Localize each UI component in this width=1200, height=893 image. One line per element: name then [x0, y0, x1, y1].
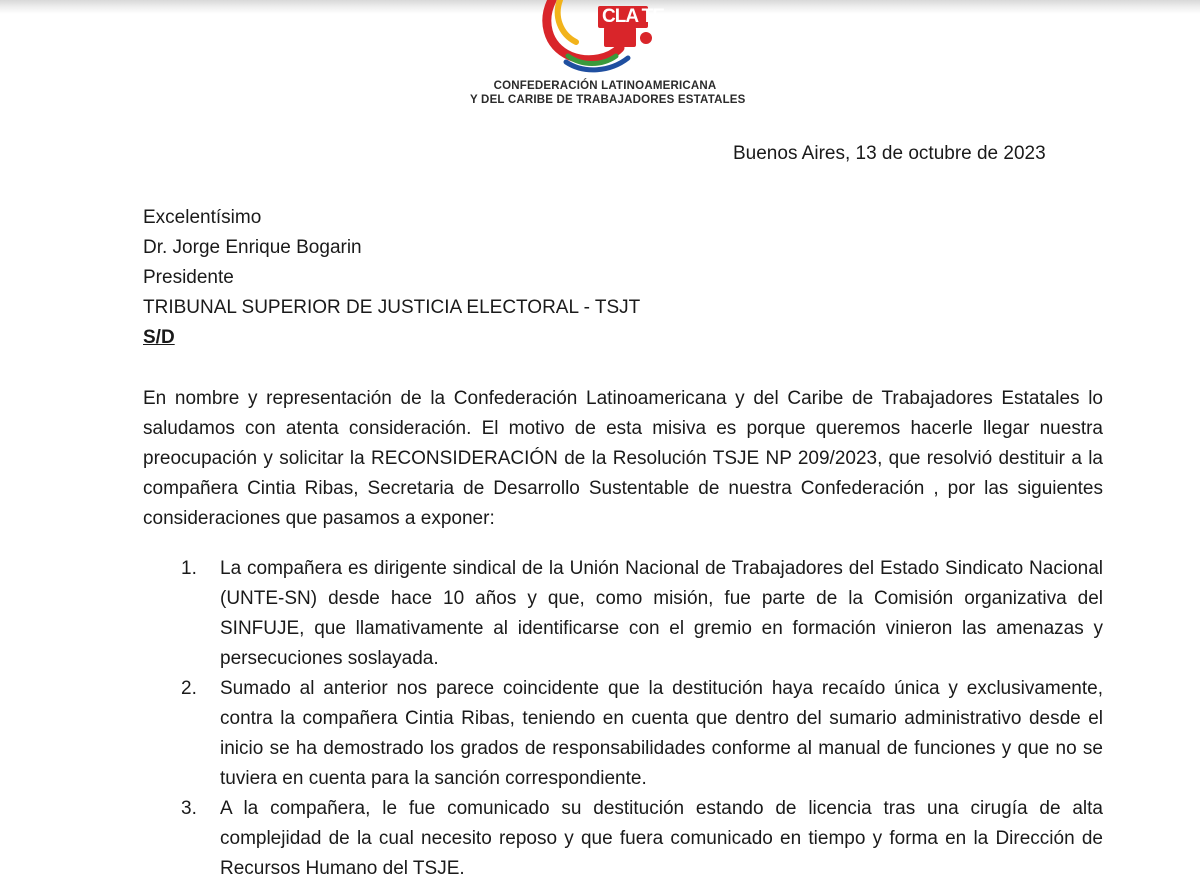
addressee-institution: TRIBUNAL SUPERIOR DE JUSTICIA ELECTORAL - TSJT	[143, 297, 641, 318]
addressee-block	[143, 203, 640, 353]
addressee-salutation: Excelentísimo	[143, 207, 262, 228]
list-item	[143, 794, 1103, 884]
list-item-number: 2.	[181, 678, 197, 699]
intro-paragraph: En nombre y representación de la Confederación Latinoamericana y del Caribe de Trabajadores Estatales lo saludamos con atenta consideración. El motivo de esta misiva es porque queremos hacerle llegar nuestra preocupación y solicitar la RECONSIDERACIÓN de la Resolución TSJE NP 209/2023, que resolvió destituir a la compañera Cintia Ribas, Secretaria de Desarrollo Sustentable de nuestra Confederación , por las siguientes consideraciones que pasamos a exponer:	[143, 388, 1103, 529]
logo-org-name-line2: Y DEL CARIBE DE TRABAJADORES ESTATALES	[470, 94, 746, 106]
list-item-number: 1.	[181, 558, 197, 579]
list-item	[143, 674, 1103, 794]
list-item-text: La compañera es dirigente sindical de la Unión Nacional de Trabajadores del Estado Sindicato Nacional (UNTE-SN) desde hace 10 años y que, como misión, fue parte de la Comisión organizativa del SINFUJE, que llamativamente al identificarse con el gremio en formación vinieron las amenazas y persecuciones soslayada.	[220, 558, 1103, 669]
list-item-text: A la compañera, le fue comunicado su destitución estando de licencia tras una cirugía de alta complejidad de la cual necesito reposo y que fuera comunicado en tiempo y forma en la Dirección de Recursos Humano del TSJE.	[220, 798, 1103, 879]
clate-logo	[470, 0, 746, 110]
list-item-text: Sumado al anterior nos parece coincidente que la destitución haya recaído única y exclusivamente, contra la compañera Cintia Ribas, teniendo en cuenta que dentro del sumario administrativo desde el inicio se ha demostrado los grados de responsabilidades conforme al manual de funciones y que no se tuviera en cuenta para la sanción correspondiente.	[220, 678, 1103, 789]
logo-org-name-line1: CONFEDERACIÓN LATINOAMERICANA	[493, 80, 717, 92]
addressee-sd: S/D	[143, 327, 175, 348]
logo-mark-text: CLA TE	[602, 6, 664, 27]
considerations-list	[143, 554, 1103, 884]
addressee-title: Presidente	[143, 267, 234, 288]
list-item-number: 3.	[181, 798, 197, 819]
letter-date: Buenos Aires, 13 de octubre de 2023	[733, 143, 1046, 164]
list-item	[143, 554, 1103, 674]
addressee-name: Dr. Jorge Enrique Bogarin	[143, 237, 362, 258]
